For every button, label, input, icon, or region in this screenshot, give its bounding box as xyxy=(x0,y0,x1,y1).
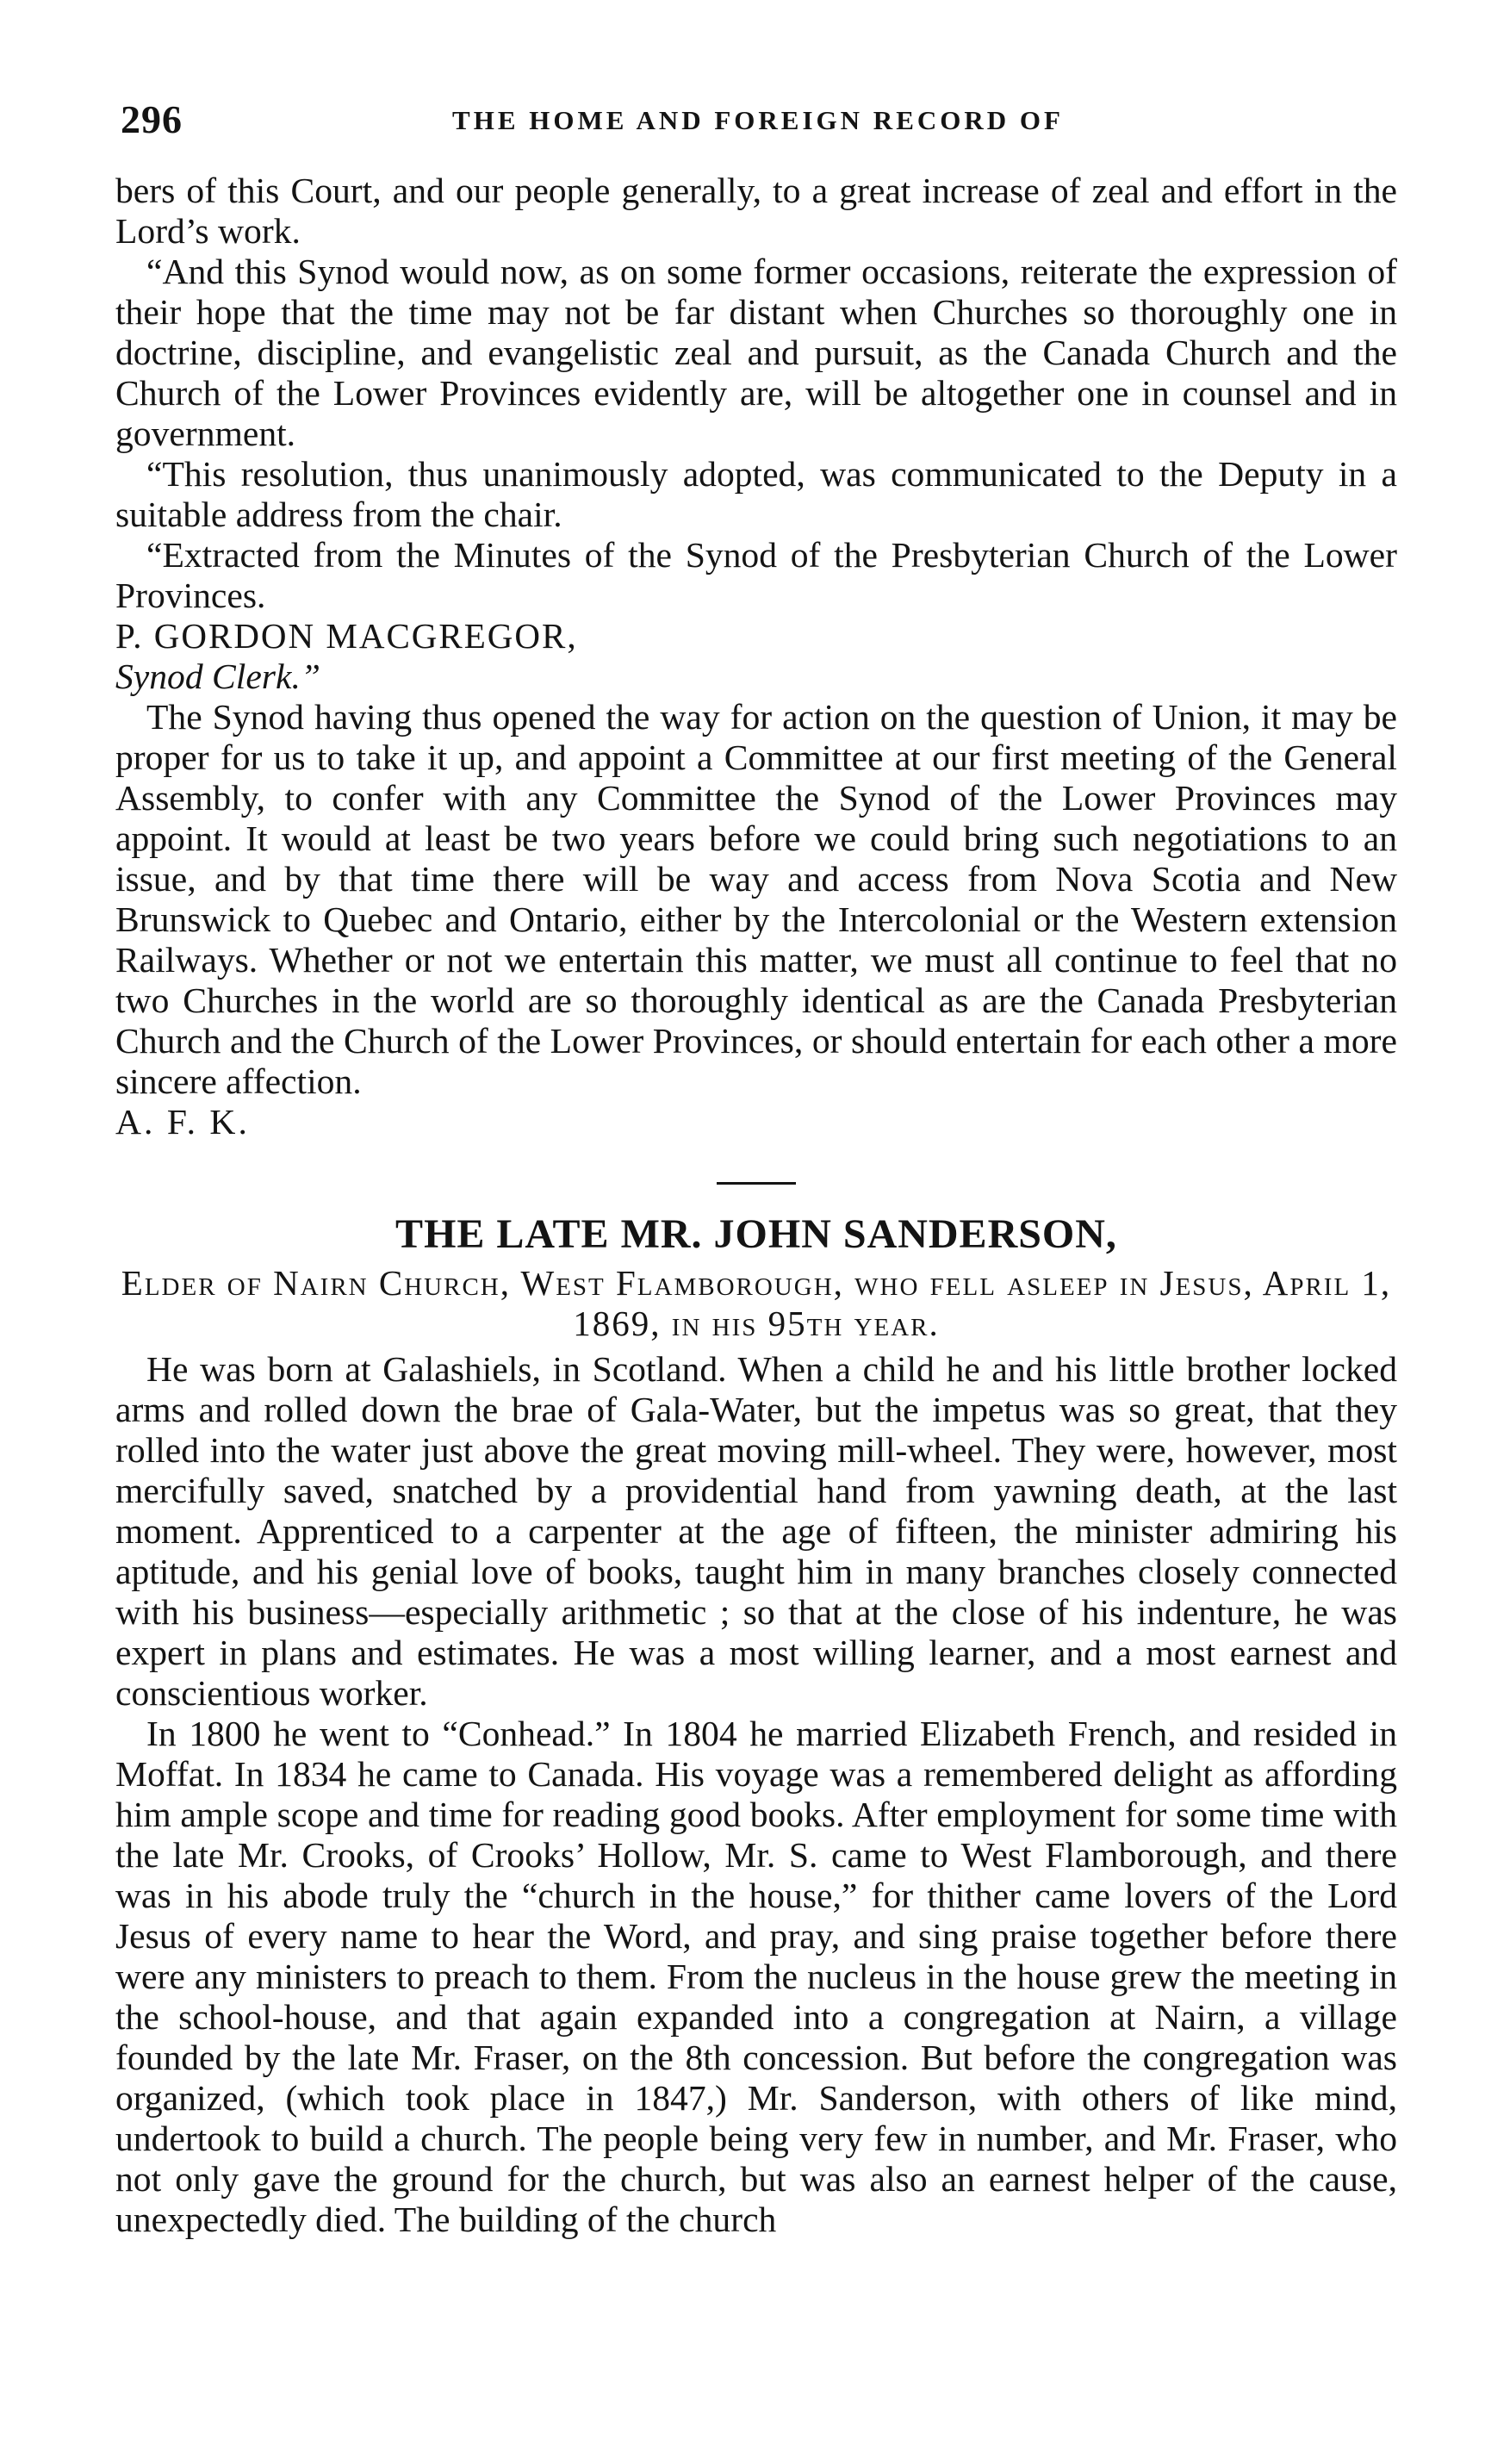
article-paragraph: In 1800 he went to “Conhead.” In 1804 he married Elizabeth French, and resided in Moffat. In 1834 he came to Canada. His voyage was a remembered delight as affording him ample scope and time for reading good books. After employment for some time with the late Mr. Crooks, of Crooks’ Hollow, Mr. S. came to West Flamborough, and there was in his abode truly the “church in the house,” for thither came lovers of the Lord Jesus of every name to hear the Word, and pray, and sing praise together before there were any ministers to preach to them. From the nucleus in the house grew the meeting in the school-house, and that again expanded into a congregation at Nairn, a village founded by the late Mr. Fraser, on the 8th concession. But before the congregation was organized, (which took place in 1847,) Mr. Sanderson, with others of like mind, undertook to build a church. The people being very few in number, and Mr. Fraser, who not only gave the ground for the church, but was also an earnest helper of the cause, unexpectedly died. The building of the church xyxy=(115,1714,1397,2239)
article-paragraph: He was born at Galashiels, in Scotland. When a child he and his little brother locked arms and rolled down the brae of Gala-Water, but the impetus was so great, that they rolled into the water just above the great moving mill-wheel. They were, however, most mercifully saved, snatched by a providential hand from yawning death, at the last moment. Apprenticed to a carpenter at the age of fifteen, the minister admiring his aptitude, and his genial love of books, taught him in many branches closely connected with his business—especially arithmetic ; so that at the close of his indenture, he was expert in plans and estimates. He was a most willing learner, and a most earnest and conscientious worker. xyxy=(115,1349,1397,1713)
page-header xyxy=(121,96,1395,140)
continued-paragraph: bers of this Court, and our people generally, to a great increase of zeal and effort in the Lord’s work. xyxy=(115,171,1397,251)
running-title: THE HOME AND FOREIGN RECORD OF xyxy=(452,105,1064,135)
quoted-paragraph: “This resolution, thus unanimously adopted, was communicated to the Deputy in a suitable address from the chair. xyxy=(115,454,1397,534)
section-divider xyxy=(717,1182,796,1185)
quoted-paragraph: “And this Synod would now, as on some former occasions, reiterate the expression of their hope that the time may not be far distant when Churches so thoroughly one in doctrine, discipline, and evangelistic zeal and pursuit, as the Canada Church and the Church of the Lower Provinces evidently are, will be altogether one in counsel and in government. xyxy=(115,252,1397,453)
quoted-paragraph: “Extracted from the Minutes of the Synod of the Presbyterian Church of the Lower Provinces. xyxy=(115,535,1397,615)
article-title: THE LATE MR. JOHN SANDERSON, xyxy=(395,1211,1117,1257)
page-number: 296 xyxy=(121,97,183,141)
body-paragraph: The Synod having thus opened the way for action on the question of Union, it may be proper for us to take it up, and appoint a Committee at our first meeting of the General Assembly, to confer with any Committee the Synod of the Lower Provinces may appoint. It would at least be two years before we could bring such negotiations to an issue, and by that time there will be way and access from Nova Scotia and New Brunswick to Quebec and Ontario, either by the Intercolonial or the Western extension Railways. Whether or not we entertain this matter, we must all continue to feel that no two Churches in the world are so thoroughly identical as are the Canada Presbyterian Church and the Church of the Lower Provinces, or should entertain for each other a more sincere affection. xyxy=(115,697,1397,1101)
page-body xyxy=(115,171,1397,2240)
signature-role: Synod Clerk.” xyxy=(115,656,320,696)
signature-name: P. GORDON MACGREGOR, xyxy=(115,616,578,656)
article-subtitle: Elder of Nairn Church, West Flamborough, who fell asleep in Jesus, April 1, 1869, in his 95th year. xyxy=(121,1263,1392,1343)
author-initials: A. F. K. xyxy=(115,1102,250,1142)
